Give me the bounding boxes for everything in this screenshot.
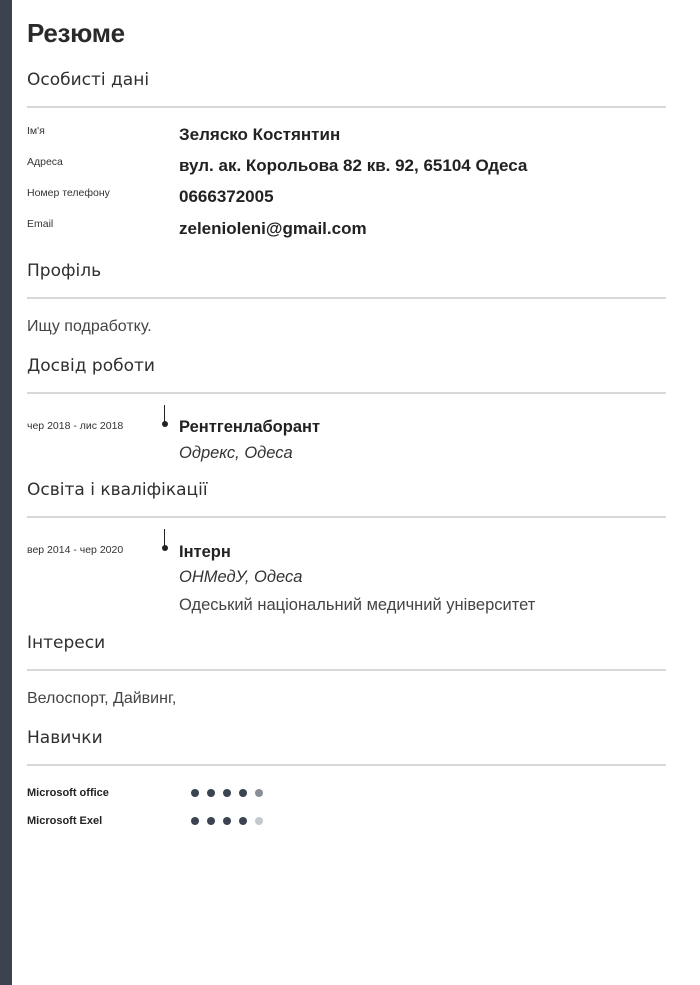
left-accent-bar <box>0 0 12 985</box>
divider <box>27 392 666 394</box>
divider <box>27 516 666 518</box>
timeline-line <box>164 529 165 546</box>
education-description: Одеський національний медичний університет <box>179 596 536 614</box>
experience-place: Одрекс, Одеса <box>179 444 293 462</box>
personal-label-name: Ім'я <box>27 125 45 137</box>
section-title-experience: Досвід роботи <box>27 356 155 376</box>
divider <box>27 669 666 671</box>
experience-date: чер 2018 - лис 2018 <box>27 420 124 432</box>
personal-value-name: Зеляско Костянтин <box>179 125 341 144</box>
skill-dot <box>207 789 215 797</box>
skill-dot <box>223 817 231 825</box>
timeline-dot <box>162 421 168 427</box>
skill-dot <box>239 817 247 825</box>
timeline-dot <box>162 545 168 551</box>
personal-label-phone: Номер телефону <box>27 187 110 199</box>
personal-value-address: вул. ак. Корольова 82 кв. 92, 65104 Одеса <box>179 156 528 175</box>
divider <box>27 764 666 766</box>
resume-title: Резюме <box>27 18 125 48</box>
timeline-line <box>164 405 165 422</box>
section-title-skills: Навички <box>27 728 103 748</box>
personal-label-email: Email <box>27 218 54 230</box>
section-title-interests: Інтереси <box>27 633 106 653</box>
skill-dot <box>255 789 263 797</box>
education-title: Інтерн <box>179 543 231 561</box>
skill-name: Microsoft Exel <box>27 815 103 827</box>
section-title-profile: Профіль <box>27 261 102 281</box>
divider <box>27 106 666 108</box>
skill-dot <box>223 789 231 797</box>
personal-value-email: zelenioleni@gmail.com <box>179 219 367 238</box>
skill-dot <box>255 817 263 825</box>
education-place: ОНМедУ, Одеса <box>179 568 303 586</box>
skill-dot <box>191 789 199 797</box>
profile-text: Ищу подработку. <box>27 318 152 335</box>
personal-label-address: Адреса <box>27 156 63 168</box>
divider <box>27 297 666 299</box>
section-title-personal: Особисті дані <box>27 70 150 90</box>
skill-name: Microsoft office <box>27 787 109 799</box>
skill-dot <box>207 817 215 825</box>
personal-value-phone: 0666372005 <box>179 187 274 206</box>
experience-title: Рентгенлаборант <box>179 418 321 436</box>
skill-dot <box>191 817 199 825</box>
section-title-education: Освіта і кваліфікації <box>27 480 208 500</box>
skill-dot <box>239 789 247 797</box>
interests-text: Велоспорт, Дайвинг, <box>27 690 177 707</box>
education-date: вер 2014 - чер 2020 <box>27 544 124 556</box>
